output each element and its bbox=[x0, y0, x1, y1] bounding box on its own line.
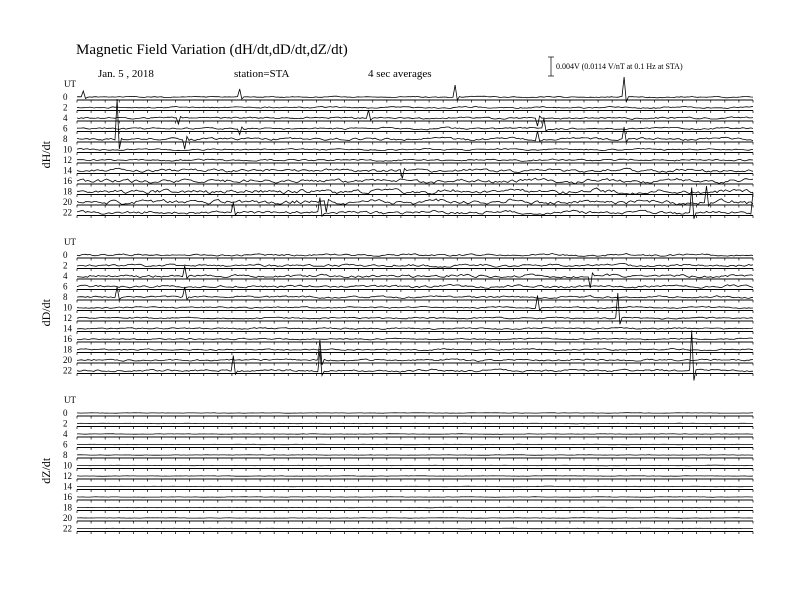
trace-line bbox=[77, 264, 753, 268]
panel-dDdt bbox=[39, 237, 753, 381]
hour-label: 16 bbox=[63, 176, 72, 186]
hour-label: 22 bbox=[63, 207, 72, 218]
trace-line bbox=[77, 331, 753, 381]
trace-line bbox=[77, 413, 753, 414]
trace-line bbox=[77, 476, 753, 477]
trace-line bbox=[77, 444, 753, 445]
chart-title: Magnetic Field Variation (dH/dt,dD/dt,dZ/dt) bbox=[76, 42, 348, 58]
trace-line bbox=[77, 287, 753, 300]
trace-line bbox=[77, 188, 753, 194]
hour-label: 22 bbox=[63, 365, 72, 376]
hour-label: 2 bbox=[63, 418, 68, 429]
trace-line bbox=[77, 106, 753, 108]
trace-line bbox=[77, 338, 753, 340]
hour-label: 4 bbox=[63, 271, 68, 281]
hour-label: 10 bbox=[63, 460, 72, 471]
hour-label: 2 bbox=[63, 102, 68, 113]
hour-label: 0 bbox=[63, 408, 68, 418]
hour-label: 4 bbox=[63, 113, 68, 123]
hour-label: 6 bbox=[63, 439, 68, 450]
date-label: Jan. 5 , 2018 bbox=[98, 68, 154, 80]
trace-line bbox=[77, 465, 753, 466]
averaging-label: 4 sec averages bbox=[368, 68, 432, 80]
hour-label: 10 bbox=[63, 302, 72, 313]
trace-line bbox=[77, 77, 753, 102]
hour-label: 14 bbox=[63, 481, 72, 492]
scale-note: 0.004V (0.0114 V/nT at 0.1 Hz at STA) bbox=[556, 62, 683, 71]
hour-label: 14 bbox=[63, 323, 72, 334]
hour-label: 8 bbox=[63, 450, 68, 460]
trace-line bbox=[77, 285, 753, 289]
y-axis-title: dZ/dt bbox=[39, 457, 53, 484]
hour-label: 12 bbox=[63, 313, 72, 323]
panel-dHdt bbox=[39, 77, 753, 219]
hour-label: 6 bbox=[63, 281, 68, 292]
y-axis-title: dH/dt bbox=[39, 141, 53, 169]
hour-label: 18 bbox=[63, 502, 72, 513]
hour-label: 4 bbox=[63, 429, 68, 439]
trace-line bbox=[77, 486, 753, 487]
station-label: station=STA bbox=[234, 68, 290, 80]
hour-label: 6 bbox=[63, 123, 68, 134]
trace-line bbox=[77, 349, 753, 351]
hour-label: 16 bbox=[63, 492, 72, 502]
hour-label: 16 bbox=[63, 334, 72, 344]
hour-label: 0 bbox=[63, 92, 68, 102]
hour-label: 10 bbox=[63, 144, 72, 155]
y-axis-title: dD/dt bbox=[39, 299, 53, 327]
ut-axis-label: UT bbox=[64, 237, 76, 247]
trace-line bbox=[77, 497, 753, 498]
hour-label: 2 bbox=[63, 260, 68, 271]
trace-line bbox=[77, 178, 753, 184]
trace-line bbox=[77, 159, 753, 162]
trace-line bbox=[77, 254, 753, 257]
hour-label: 18 bbox=[63, 344, 72, 355]
hour-label: 8 bbox=[63, 292, 68, 302]
hour-label: 0 bbox=[63, 250, 68, 260]
hour-label: 12 bbox=[63, 155, 72, 165]
trace-line bbox=[77, 528, 753, 529]
hour-label: 12 bbox=[63, 471, 72, 481]
trace-line bbox=[77, 434, 753, 435]
hour-label: 22 bbox=[63, 523, 72, 534]
hour-label: 20 bbox=[63, 197, 72, 207]
trace-line bbox=[77, 507, 753, 508]
hour-label: 18 bbox=[63, 186, 72, 197]
hour-label: 20 bbox=[63, 513, 72, 523]
panel-dZdt bbox=[39, 395, 753, 534]
trace-line bbox=[77, 148, 753, 150]
hour-label: 8 bbox=[63, 134, 68, 144]
ut-axis-label: UT bbox=[64, 395, 76, 405]
trace-line bbox=[77, 455, 753, 456]
trace-line bbox=[77, 518, 753, 519]
trace-line bbox=[77, 186, 753, 212]
hour-label: 14 bbox=[63, 165, 72, 176]
trace-line bbox=[77, 423, 753, 424]
hour-label: 20 bbox=[63, 355, 72, 365]
trace-line bbox=[77, 328, 753, 330]
ut-axis-label: UT bbox=[64, 79, 76, 89]
